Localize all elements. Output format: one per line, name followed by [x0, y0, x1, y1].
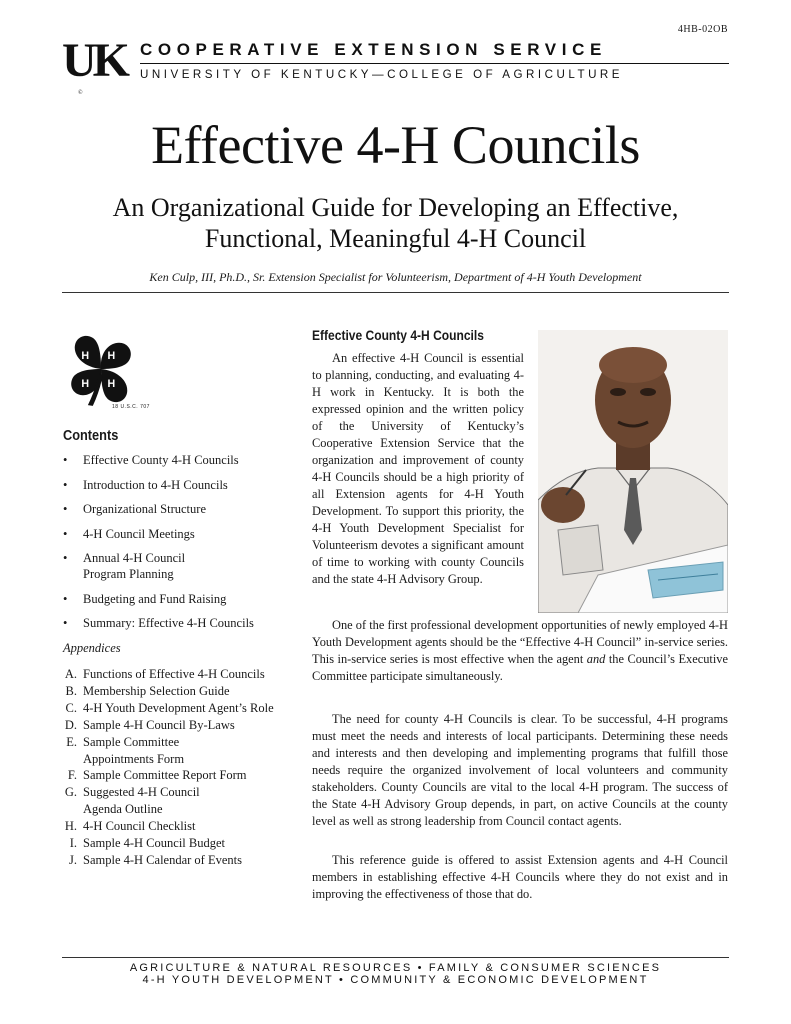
appendix-text: 4-H Youth Development Agent’s Role: [83, 700, 274, 715]
paragraph-emphasis: and: [586, 652, 606, 666]
appendix-letter: B.: [65, 683, 77, 698]
author-line: Ken Culp, III, Ph.D., Sr. Extension Specialist for Volunteerism, Department of 4-H Youth Development: [149, 270, 642, 284]
svg-text:H: H: [81, 378, 90, 391]
appendix-item: [63, 784, 223, 818]
footer-divider: [62, 957, 729, 958]
appendix-letter: G.: [64, 785, 77, 800]
service-title: COOPERATIVE EXTENSION SERVICE: [140, 40, 607, 59]
appendix-item: [63, 818, 303, 835]
appendix-letter: I.: [69, 836, 77, 851]
appendix-text: Sample 4-H Calendar of Events: [83, 852, 242, 867]
uk-logo-small: ©: [78, 90, 83, 96]
header-divider: [140, 63, 729, 64]
contents-item: • Summary: Effective 4-H Councils: [63, 615, 303, 631]
author-photo-image: [538, 330, 728, 613]
svg-text:H: H: [107, 350, 116, 363]
appendix-item: [63, 767, 303, 784]
contents-item: • Introduction to 4-H Councils: [63, 477, 303, 493]
title-divider: [62, 292, 729, 293]
body-paragraph: [312, 617, 728, 685]
paragraph-text: One of the first professional development opportunities of newly employed 4-H Youth Development agents should be the “Effective 4-H Council” in-service series. This in-service series is most effective when the agent: [312, 618, 728, 666]
contents-list: [63, 452, 303, 640]
appendix-text: 4-H Council Checklist: [83, 819, 196, 834]
appendix-text: Membership Selection Guide: [83, 683, 230, 698]
appendix-text: Sample 4-H Council Budget: [83, 836, 225, 851]
emblem-mark: 18 U.S.C. 707: [112, 404, 150, 410]
appendix-letter: F.: [67, 768, 77, 783]
footer-line: AGRICULTURE & NATURAL RESOURCES • FAMILY & CONSUMER SCIENCES: [129, 962, 662, 974]
appendix-text: Functions of Effective 4-H Councils: [83, 667, 265, 681]
contents-item: • Organizational Structure: [63, 501, 303, 517]
appendix-text: Sample 4-H Council By-Laws: [83, 717, 235, 732]
appendix-letter: E.: [66, 734, 77, 749]
appendix-item: [63, 852, 303, 869]
appendix-item: [63, 734, 213, 768]
contents-item: • Annual 4-H Council Program Planning: [63, 550, 213, 582]
body-paragraph: This reference guide is offered to assist Extension agents and 4-H Council members in establishing effective 4-H Councils where they do not exist and in improving the effectiveness of those that do.: [312, 853, 728, 901]
appendix-letter: J.: [69, 852, 77, 867]
document-title: Effective 4-H Councils: [151, 115, 640, 175]
svg-text:H: H: [81, 350, 90, 363]
appendix-text: Sample Committee Appointments Form: [83, 734, 185, 766]
section-heading: Effective County 4-H Councils: [312, 327, 484, 343]
appendix-letter: A.: [64, 667, 77, 681]
contents-item: • Effective County 4-H Councils: [63, 452, 303, 468]
body-paragraph: An effective 4-H Council is essential to planning, conducting, and evaluating 4-H work in Kentucky. It is both the expressed opinion and the written policy of the University of Kentucky’s Cooperative Extension Service that the organization and improvement of county 4-H Councils should be a high priority of all Extension agents for 4-H Youth Development. To support this priority, the 4-H Youth Development Specialist for Volunteerism devotes a significant amount of time to working with county Councils and the state 4-H Advisory Group.: [312, 351, 524, 586]
appendix-letter: H.: [64, 819, 77, 834]
contents-item: • Budgeting and Fund Raising: [63, 591, 303, 607]
svg-text:H: H: [107, 378, 116, 391]
appendix-item: [63, 683, 303, 700]
appendix-text: Suggested 4-H Council Agenda Outline: [83, 785, 200, 817]
publication-code: 4HB-02OB: [677, 24, 728, 35]
paragraph-text: the Council’s Executive Committee participate simultaneously.: [312, 652, 728, 683]
four-h-clover-icon: [60, 328, 142, 410]
document-subtitle: An Organizational Guide for Developing an Effective, Functional, Meaningful 4-H Council: [112, 193, 679, 253]
service-subtitle: UNIVERSITY OF KENTUCKY—COLLEGE OF AGRICULTURE: [140, 68, 624, 81]
appendices-heading: Appendices: [63, 641, 121, 655]
appendix-item: [63, 700, 303, 717]
contents-heading: Contents: [63, 428, 119, 444]
appendix-letter: D.: [64, 717, 77, 732]
appendix-text: Sample Committee Report Form: [83, 768, 247, 783]
appendix-item: [63, 666, 303, 683]
contents-item: • 4-H Council Meetings: [63, 526, 303, 542]
appendix-item: [63, 835, 303, 852]
appendix-list: [63, 666, 303, 869]
body-paragraph: The need for county 4-H Councils is clear. To be successful, 4-H programs must meet the needs and interests of local participants. Determining these needs and interests and then developing and implementing programs that fulfill those needs require the organized involvement of local volunteers and community stakeholders. County Councils are vital to the local 4-H program. The success of the State 4-H Advisory Group depends, in part, on active Councils at the county level as well as strong leadership from Council contact agents.: [312, 712, 728, 828]
footer-line: 4-H YOUTH DEVELOPMENT • COMMUNITY & ECONOMIC DEVELOPMENT: [142, 974, 649, 986]
appendix-letter: C.: [65, 700, 77, 715]
appendix-item: [63, 717, 303, 734]
uk-logo-text: UK: [62, 34, 126, 87]
uk-logo: [62, 34, 136, 96]
